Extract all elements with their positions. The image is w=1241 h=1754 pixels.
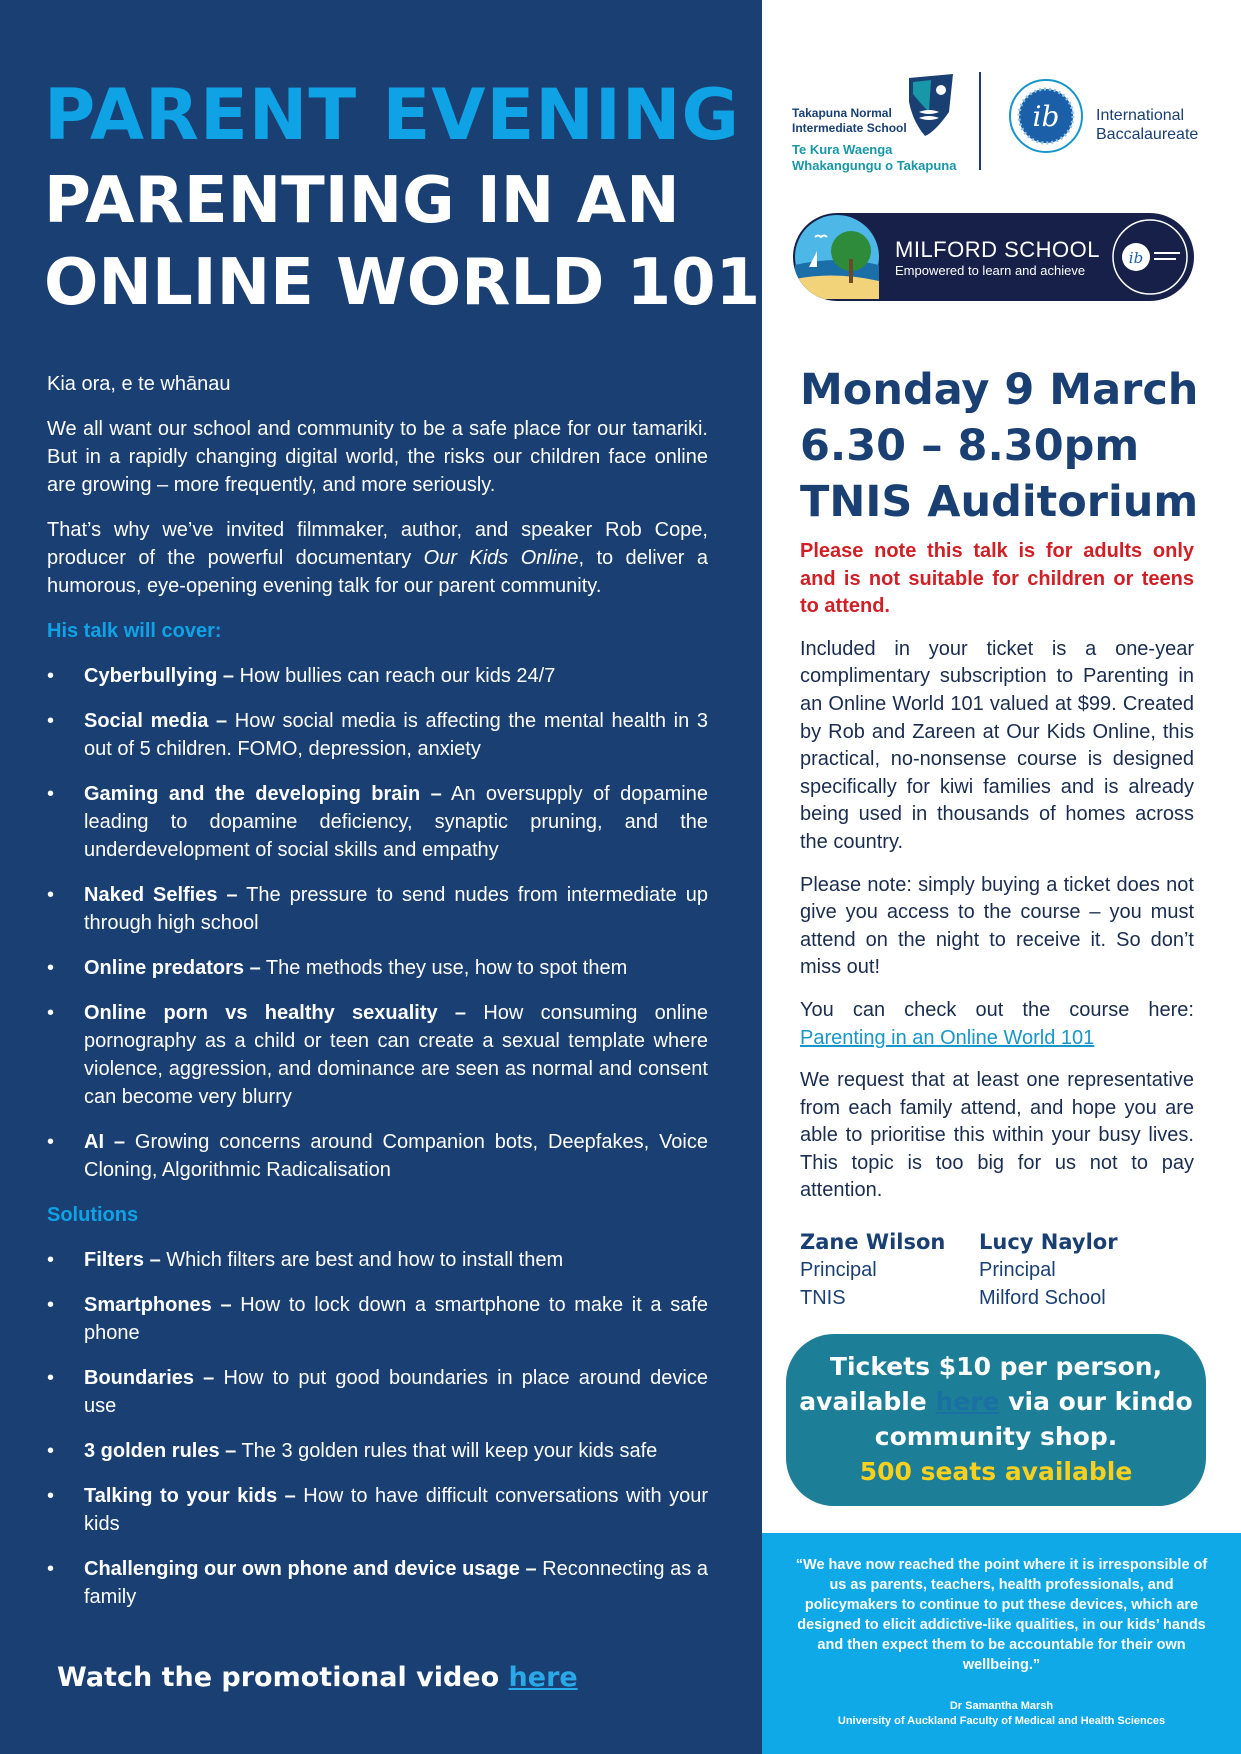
intro-paragraph: We all want our school and community to be a safe place for our tamariki. But in a rapidly changing digital world, the risks our children face online are growing – more frequently, and more seriously. [47, 418, 708, 496]
tickets-box [786, 1334, 1206, 1506]
tnis-name [792, 106, 907, 136]
item-title: Online predators – [84, 957, 261, 979]
title-line: PARENTING IN AN [44, 164, 680, 238]
item-text: How social media is affecting the mental health in 3 out of 5 children. FOMO, depression, anxiety [84, 710, 708, 760]
list-item [47, 999, 708, 1111]
intro-paragraph [47, 516, 708, 600]
text-run: available [799, 1387, 936, 1416]
course-label: You can check out the course here: [800, 998, 1194, 1021]
topics-list [47, 662, 708, 1184]
subscription-paragraph: Included in your ticket is a one-year complimentary subscription to Parenting in an Online World 101 valued at $99. Created by Rob and Zareen at Our Kids Online, this practical, no-nonsense course is designed specifically for kiwi families and is already being used in thousands of homes across the country. [800, 637, 1194, 853]
tickets-availability [786, 1384, 1206, 1419]
greeting: Kia ora, e te whānau [47, 373, 231, 395]
list-item [47, 1246, 708, 1274]
logo-divider [979, 72, 981, 170]
event-date: Monday 9 March [800, 365, 1199, 415]
svg-text:ib: ib [1032, 100, 1060, 133]
item-title: Boundaries – [84, 1367, 215, 1389]
tickets-shop: community shop. [874, 1422, 1118, 1451]
promo-video-link[interactable]: here [508, 1662, 578, 1693]
list-item [47, 1437, 708, 1465]
list-item [47, 1291, 708, 1347]
event-type-heading: PARENT EVENING [44, 74, 740, 156]
milford-landscape-icon [795, 215, 879, 299]
item-text: How to lock down a smartphone to make it a safe phone [84, 1294, 708, 1344]
tnis-maori-line: Te Kura Waenga [792, 142, 893, 157]
tnis-name-line: Intermediate School [792, 121, 907, 135]
item-title: Cyberbullying – [84, 665, 235, 687]
list-item [47, 954, 708, 982]
item-text: An oversupply of dopamine leading to dopamine deficiency, synaptic pruning, and the underdevelopment of social skills and empathy [84, 783, 708, 861]
tnis-maori-name [792, 142, 956, 174]
title-line: ONLINE WORLD 101 [44, 246, 761, 320]
item-title: AI – [84, 1131, 126, 1153]
item-title: Gaming and the developing brain – [84, 783, 442, 805]
tnis-emblem-icon [905, 72, 957, 138]
milford-ib-icon [1112, 219, 1188, 295]
item-title: Filters – [84, 1249, 161, 1271]
tnis-name-line: Takapuna Normal [792, 106, 892, 120]
course-link[interactable]: Parenting in an Online World 101 [800, 1026, 1095, 1049]
page-title [44, 160, 760, 324]
signatory-name: Lucy Naylor [979, 1230, 1118, 1254]
item-text: The 3 golden rules that will keep your kids safe [236, 1440, 658, 1462]
signature-zane-wilson [800, 1228, 945, 1312]
quote-author: Dr Samantha Marsh [949, 1700, 1054, 1712]
list-item [47, 881, 708, 937]
topics-heading: His talk will cover: [47, 620, 222, 642]
svg-text:ib: ib [1128, 249, 1144, 267]
list-item [47, 1482, 708, 1538]
item-text: How consuming online pornography as a child or teen can create a sexual template where violence, aggression, and dominance are seen as normal and consent can become very blurry [84, 1002, 709, 1108]
promo-video-line [57, 1662, 578, 1693]
ib-name-line: International [1096, 107, 1185, 124]
list-item [47, 1128, 708, 1184]
text-run: , to deliver a humorous, eye-opening evening talk for our parent community. [47, 547, 708, 597]
event-venue: TNIS Auditorium [800, 477, 1199, 527]
milford-school-banner [793, 213, 1194, 301]
list-item [47, 662, 708, 690]
intro-body [47, 370, 708, 1628]
text-run: via our kindo [999, 1387, 1193, 1416]
item-title: Smartphones – [84, 1294, 232, 1316]
signatory-org: Milford School [979, 1287, 1106, 1309]
signature-lucy-naylor [979, 1228, 1118, 1312]
list-item [47, 707, 708, 763]
item-title: Challenging our own phone and device usage – [84, 1558, 537, 1580]
signatory-org: TNIS [800, 1287, 846, 1309]
tickets-link[interactable]: here [935, 1387, 1000, 1416]
seats-available: 500 seats available [859, 1457, 1133, 1486]
quote-attribution [762, 1699, 1241, 1729]
tnis-maori-line: Whakangungu o Takapuna [792, 158, 957, 173]
item-text: How to put good boundaries in place around device use [84, 1367, 708, 1417]
item-title: Talking to your kids – [84, 1485, 296, 1507]
solutions-list [47, 1246, 708, 1611]
course-paragraph [800, 997, 1194, 1052]
item-title: Online porn vs healthy sexuality – [84, 1002, 467, 1024]
documentary-title: Our Kids Online [423, 547, 579, 569]
item-text: The methods they use, how to spot them [260, 957, 628, 979]
item-text: Which filters are best and how to install them [160, 1249, 564, 1271]
adults-only-warning: Please note this talk is for adults only and is not suitable for children or teens to attend. [800, 540, 1194, 618]
item-text: How to have difficult conversations with your kids [84, 1485, 708, 1535]
attendance-note: Please note: simply buying a ticket does not give you access to the course – you must attend on the night to receive it. So don’t miss out! [800, 873, 1194, 979]
signatory-role: Principal [800, 1259, 877, 1281]
list-item [47, 780, 708, 864]
milford-tagline: Empowered to learn and achieve [895, 263, 1086, 278]
quote-text: “We have now reached the point where it is irresponsible of us as parents, teachers, health professionals, and policymakers to continue to put these devices, which are designed to elicit addictive-like qualities, in our kids’ hands and then expect them to be accountable for their own wellbeing.” [795, 1557, 1208, 1673]
list-item [47, 1555, 708, 1611]
signatory-name: Zane Wilson [800, 1230, 946, 1254]
tickets-price: Tickets $10 per person, [829, 1352, 1163, 1381]
ib-logo-icon [1008, 78, 1084, 154]
ib-name-line: Baccalaureate [1096, 126, 1199, 143]
item-title: Social media – [84, 710, 228, 732]
item-text: Growing concerns around Companion bots, Deepfakes, Voice Cloning, Algorithmic Radicalisation [84, 1131, 708, 1181]
video-label: Watch the promotional video [57, 1662, 509, 1693]
ib-name [1096, 106, 1198, 144]
item-title: Naked Selfies – [84, 884, 238, 906]
text-run: That’s why we’ve invited filmmaker, author, and speaker Rob Cope, producer of the powerful documentary [47, 519, 708, 569]
event-time: 6.30 – 8.30pm [800, 421, 1140, 471]
solutions-heading: Solutions [47, 1204, 139, 1226]
event-details [800, 362, 1198, 530]
list-item [47, 1364, 708, 1420]
item-text: The pressure to send nudes from intermediate up through high school [84, 884, 709, 934]
event-description [800, 538, 1194, 1220]
signatory-role: Principal [979, 1259, 1056, 1281]
tnis-logo [790, 70, 990, 174]
quote-affiliation: University of Auckland Faculty of Medical and Health Sciences [837, 1715, 1166, 1727]
milford-title: MILFORD SCHOOL [895, 237, 1101, 262]
item-text: How bullies can reach our kids 24/7 [234, 665, 556, 687]
quote-box [762, 1533, 1241, 1754]
item-text: Reconnecting as a family [84, 1558, 708, 1608]
request-paragraph: We request that at least one representative from each family attend, and hope you are able to prioritise this within your busy lives. This topic is too big for us not to pay attention. [800, 1069, 1194, 1202]
item-title: 3 golden rules – [84, 1440, 237, 1462]
tickets-text [786, 1349, 1206, 1489]
